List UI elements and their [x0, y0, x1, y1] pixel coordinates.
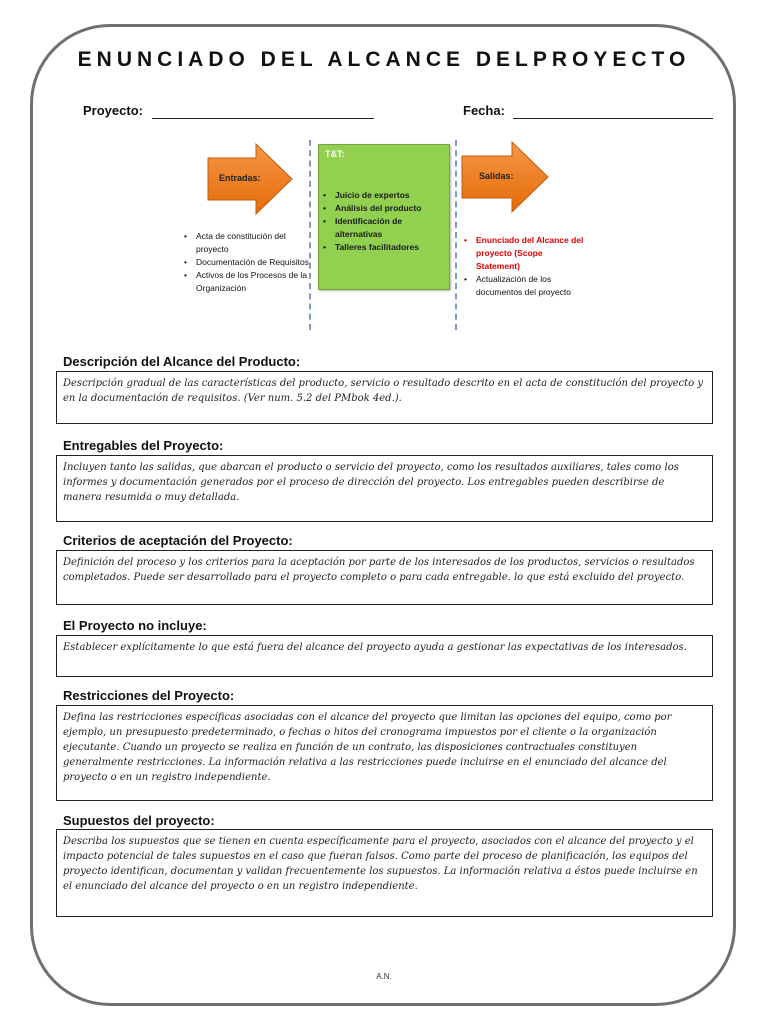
list-item: • Acta de constitución del proyecto	[184, 230, 312, 256]
fecha-label: Fecha:	[463, 103, 505, 118]
salidas-list	[464, 234, 588, 299]
list-item: • Identificación de alternativas	[323, 215, 447, 241]
tt-label: T&T:	[325, 149, 345, 159]
section-title-supuestos: Supuestos del proyecto:	[63, 813, 215, 828]
salidas-label: Salidas:	[479, 171, 514, 181]
list-item: • Talleres facilitadores	[323, 241, 447, 254]
fecha-field[interactable]	[513, 118, 713, 119]
section-title-no-incluye: El Proyecto no incluye:	[63, 618, 207, 633]
section-box-restricciones: Defina las restricciones específicas asociadas con el alcance del proyecto que limitan las opciones del equipo, como por ejemplo, un presupuesto predeterminado, o fechas o hitos del cronograma impuestos por el cliente o la organización ejecutante. Cuando un proyecto se realiza en función de un contrato, las disposiciones contractuales constituyen generalmente restricciones. La información relativa a las restricciones puede incluirse en el enunciado del alcance del proyecto o en un registro independiente.	[56, 705, 713, 801]
list-item: • Activos de los Procesos de la Organización	[184, 269, 312, 295]
proyecto-field[interactable]	[152, 118, 374, 119]
tt-list	[323, 189, 447, 254]
section-title-descripcion: Descripción del Alcance del Producto:	[63, 354, 301, 369]
entradas-label: Entradas:	[219, 173, 261, 183]
list-item: • Actualización de los documentos del proyecto	[464, 273, 588, 299]
section-box-criterios: Definición del proceso y los criterios para la aceptación por parte de los interesados de los productos, servicios o resultados completados. Puede ser desarrollado para el proyecto completo o para cada entregable. lo que está excluido del proyecto.	[56, 550, 713, 605]
tt-box	[318, 144, 450, 290]
document-title: ENUNCIADO DEL ALCANCE DELPROYECTO	[77, 48, 691, 71]
separator-right	[455, 140, 457, 330]
section-title-criterios: Criterios de aceptación del Proyecto:	[63, 533, 293, 548]
footer-initials: A.N.	[376, 972, 392, 981]
list-item: • Juicio de expertos	[323, 189, 447, 202]
list-item: • Documentación de Requisitos	[184, 256, 312, 269]
separator-left	[309, 140, 311, 330]
entradas-list	[184, 230, 312, 295]
list-item: • Análisis del producto	[323, 202, 447, 215]
proyecto-label: Proyecto:	[83, 103, 143, 118]
section-box-supuestos: Describa los supuestos que se tienen en cuenta específicamente para el proyecto, asociados con el alcance del proyecto y el impacto potencial de tales supuestos en el caso que fueran falsos. Como parte del proceso de planificación, los equipos del proyecto identifican, documentan y validan frecuentemente los supuestos. La información relativa a éstos puede incluirse en el enunciado del alcance del proyecto o en un registro independiente.	[56, 829, 713, 917]
section-box-descripcion: Descripción gradual de las características del producto, servicio o resultado descrito en el acta de constitución del proyecto y en la documentación de requisitos. (Ver num. 5.2 del PMbok 4ed.).	[56, 371, 713, 424]
section-title-restricciones: Restricciones del Proyecto:	[63, 688, 235, 703]
section-box-no-incluye: Establecer explícitamente lo que está fuera del alcance del proyecto ayuda a gestionar las expectativas de los interesados.	[56, 635, 713, 677]
section-box-entregables: Incluyen tanto las salidas, que abarcan el producto o servicio del proyecto, como los resultados auxiliares, tales como los informes y documentación generados por el proceso de dirección del proyecto. Los entregables pueden describirse de manera resumida o muy detallada.	[56, 455, 713, 522]
section-title-entregables: Entregables del Proyecto:	[63, 438, 224, 453]
list-item: • Enunciado del Alcance del proyecto (Scope Statement)	[464, 234, 588, 273]
